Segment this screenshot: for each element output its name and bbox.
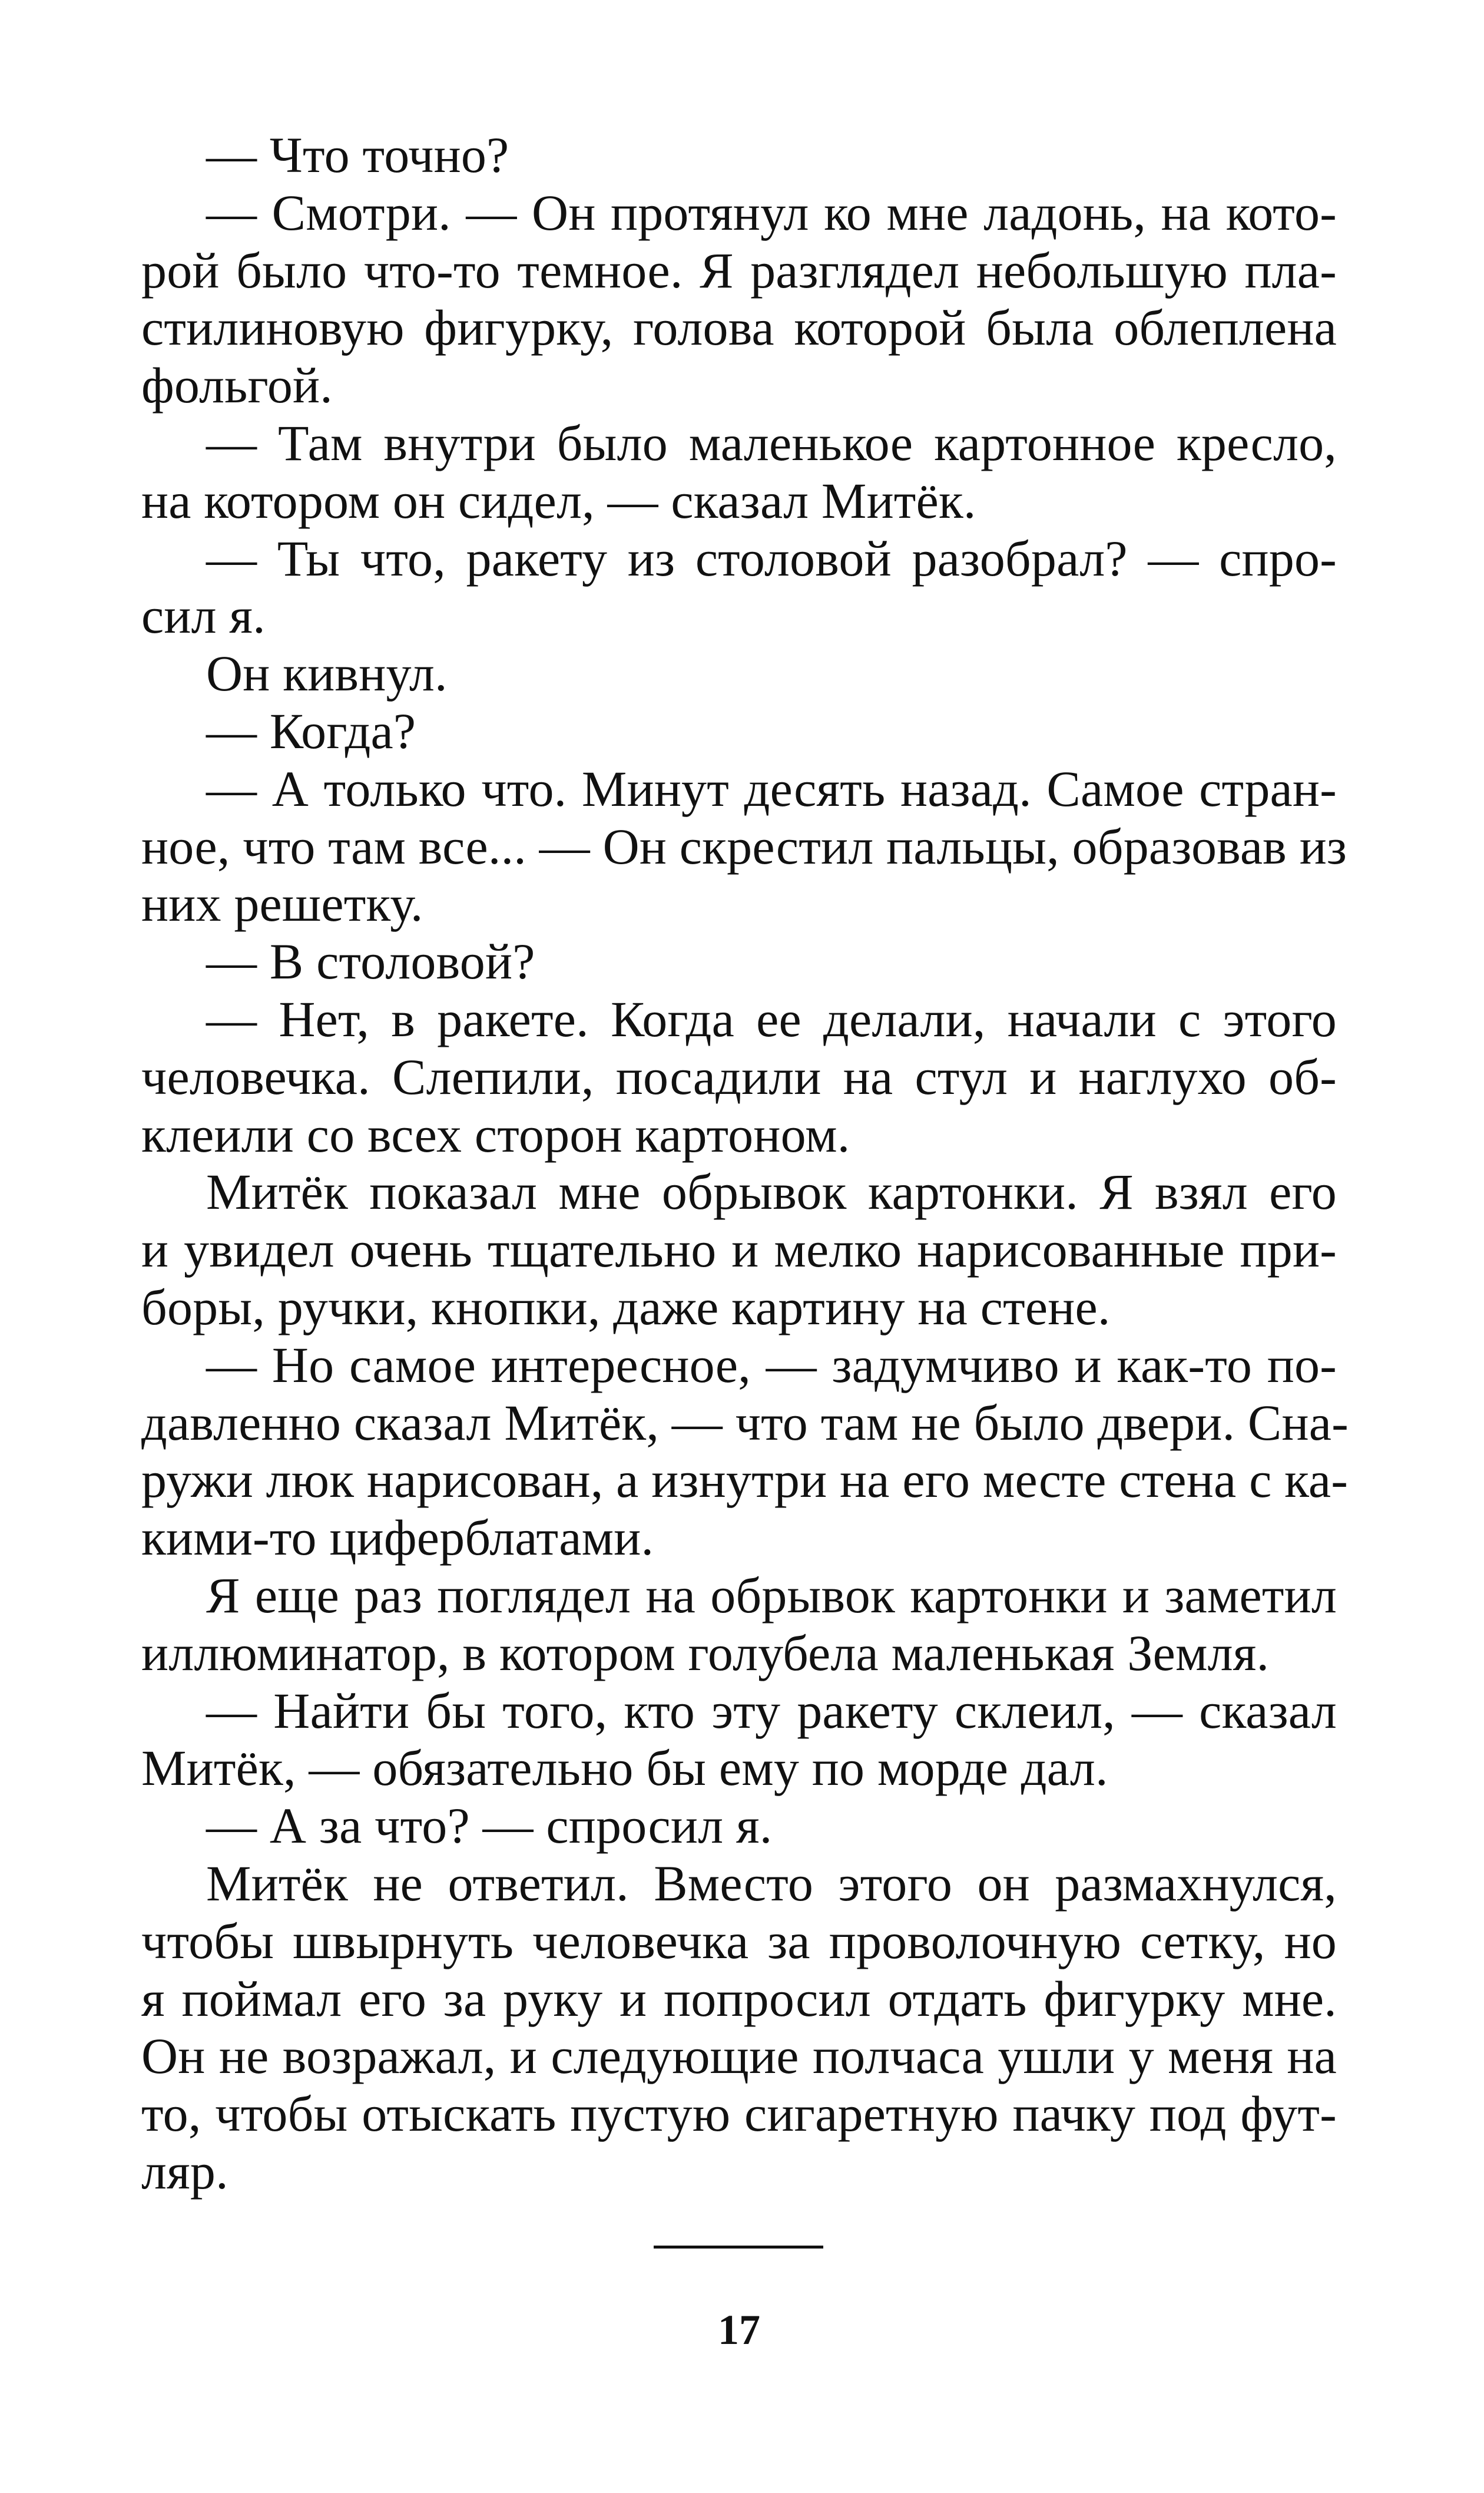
text-line: то, чтобы отыскать пустую сигаретную пачку под фут- [141,2085,1337,2142]
text-line: — Что точно? [206,127,509,183]
text-line: — Нет, в ракете. Когда ее делали, начали с этого [206,990,1337,1047]
text-line: ружи люк нарисован, а изнутри на его месте стена с ка- [141,1452,1349,1509]
text-line: ляр. [141,2142,228,2200]
text-line: фольгой. [141,357,333,414]
text-line: кими-то циферблатами. [141,1509,654,1566]
text-line: стилиновую фигурку, голова которой была облеплена [141,299,1337,356]
text-line: — В столовой? [206,933,535,990]
text-line: — Но самое интересное, — задумчиво и как-то по- [206,1336,1337,1393]
body-text [141,127,1349,2201]
text-line: я поймал его за руку и попросил отдать фигурку мне. [141,1970,1337,2027]
text-line: Он кивнул. [206,645,448,702]
text-line: — А только что. Минут десять назад. Самое стран- [206,760,1337,817]
text-line: чтобы швырнуть человечка за проволочную сетку, но [141,1912,1337,1969]
text-line: рой было что-то темное. Я разглядел небольшую пла- [141,242,1337,299]
text-line: — Когда? [206,702,416,759]
text-line: и увидел очень тщательно и мелко нарисованные при- [141,1221,1337,1278]
footer-separator-rule [654,2246,823,2249]
text-line: — Найти бы того, кто эту ракету склеил, — сказал [206,1682,1337,1739]
text-line: иллюминатор, в котором голубела маленькая Земля. [141,1624,1270,1681]
text-line: Митёк показал мне обрывок картонки. Я взял его [206,1163,1337,1221]
text-line: Я еще раз поглядел на обрывок картонки и заметил [206,1566,1337,1624]
text-line: Митёк, — обязательно бы ему по морде дал. [141,1740,1108,1797]
text-line: давленно сказал Митёк, — что там не было двери. Сна- [141,1394,1349,1451]
text-line: Он не возражал, и следующие полчаса ушли у меня на [141,2028,1337,2085]
text-line: клеили со всех сторон картоном. [141,1106,850,1163]
text-line: них решетку. [141,875,423,933]
text-line: ное, что там все... — Он скрестил пальцы, образовав из [141,818,1347,875]
text-line: — А за что? — спросил я. [206,1797,773,1854]
text-line: Митёк не ответил. Вместо этого он размахнулся, [206,1854,1337,1912]
text-line: человечка. Слепили, посадили на стул и наглухо об- [141,1048,1337,1105]
text-line: — Смотри. — Он протянул ко мне ладонь, на кото- [206,184,1337,241]
text-line: боры, ручки, кнопки, даже картину на стене. [141,1278,1111,1335]
page-number: 17 [718,2306,760,2353]
text-line: — Там внутри было маленькое картонное кресло, [206,414,1337,471]
text-line: на котором он сидел, — сказал Митёк. [141,472,976,529]
text-line: сил я. [141,587,266,644]
text-line: — Ты что, ракету из столовой разобрал? — спро- [206,530,1337,587]
